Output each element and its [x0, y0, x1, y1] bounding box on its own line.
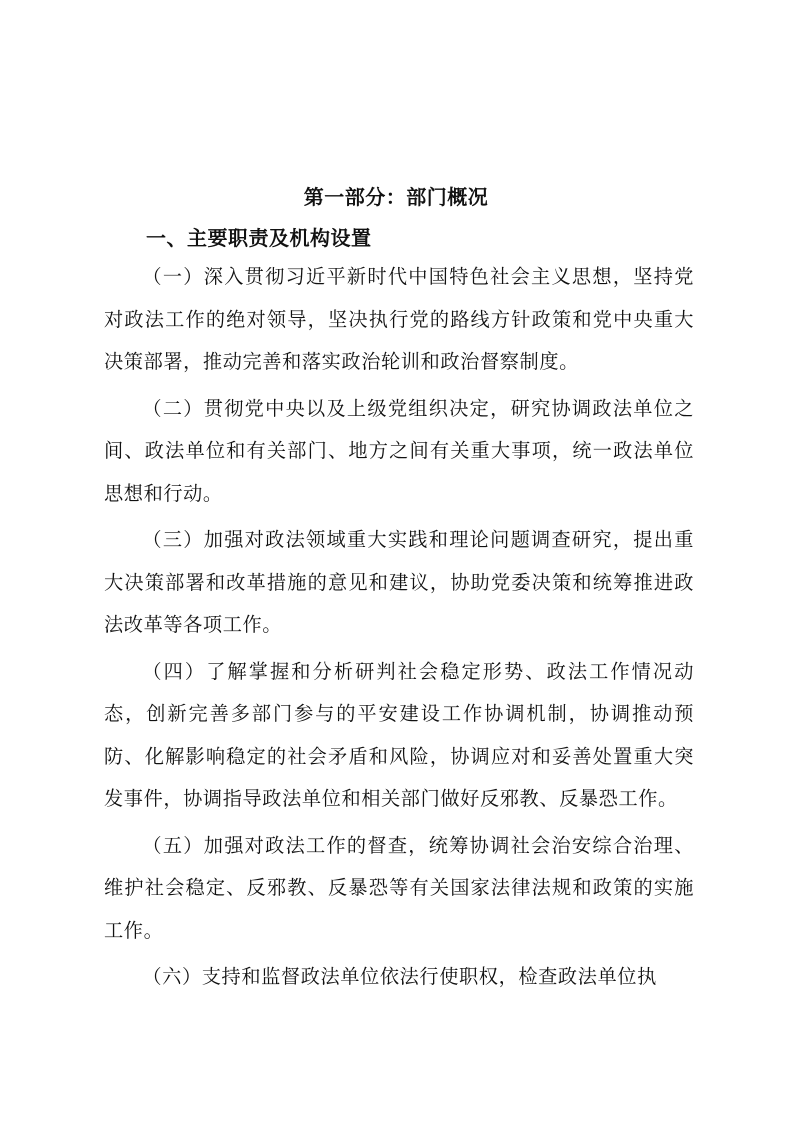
paragraph-3: （三）加强对政法领域重大实践和理论问题调查研究，提出重大决策部署和改革措施的意见和建议，协助党委决策和统筹推进政法改革等各项工作。 [104, 528, 694, 636]
document-title: 第一部分：部门概况 [303, 185, 489, 209]
paragraph-1: （一）深入贯彻习近平新时代中国特色社会主义思想，坚持党对政法工作的绝对领导，坚决执行党的路线方针政策和党中央重大决策部署，推动完善和落实政治轮训和政治督察制度。 [104, 265, 694, 373]
paragraph-2: （二）贯彻党中央以及上级党组织决定，研究协调政法单位之间、政法单位和有关部门、地方之间有关重大事项，统一政法单位思想和行动。 [104, 396, 694, 505]
paragraph-4: （四）了解掌握和分析研判社会稳定形势、政法工作情况动态，创新完善多部门参与的平安建设工作协调机制，协调推动预防、化解影响稳定的社会矛盾和风险，协调应对和妥善处置重大突发事件，协调指导政法单位和相关部门做好反邪教、反暴恐工作。 [104, 659, 694, 810]
paragraph-6: （六）支持和监督政法单位依法行使职权，检查政法单位执 [142, 965, 657, 988]
section-heading: 一、主要职责及机构设置 [146, 226, 372, 250]
paragraph-5: （五）加强对政法工作的督查，统筹协调社会治安综合治理、维护社会稳定、反邪教、反暴恐等有关国家法律法规和政策的实施工作。 [104, 833, 694, 942]
document-body [104, 256, 694, 1003]
